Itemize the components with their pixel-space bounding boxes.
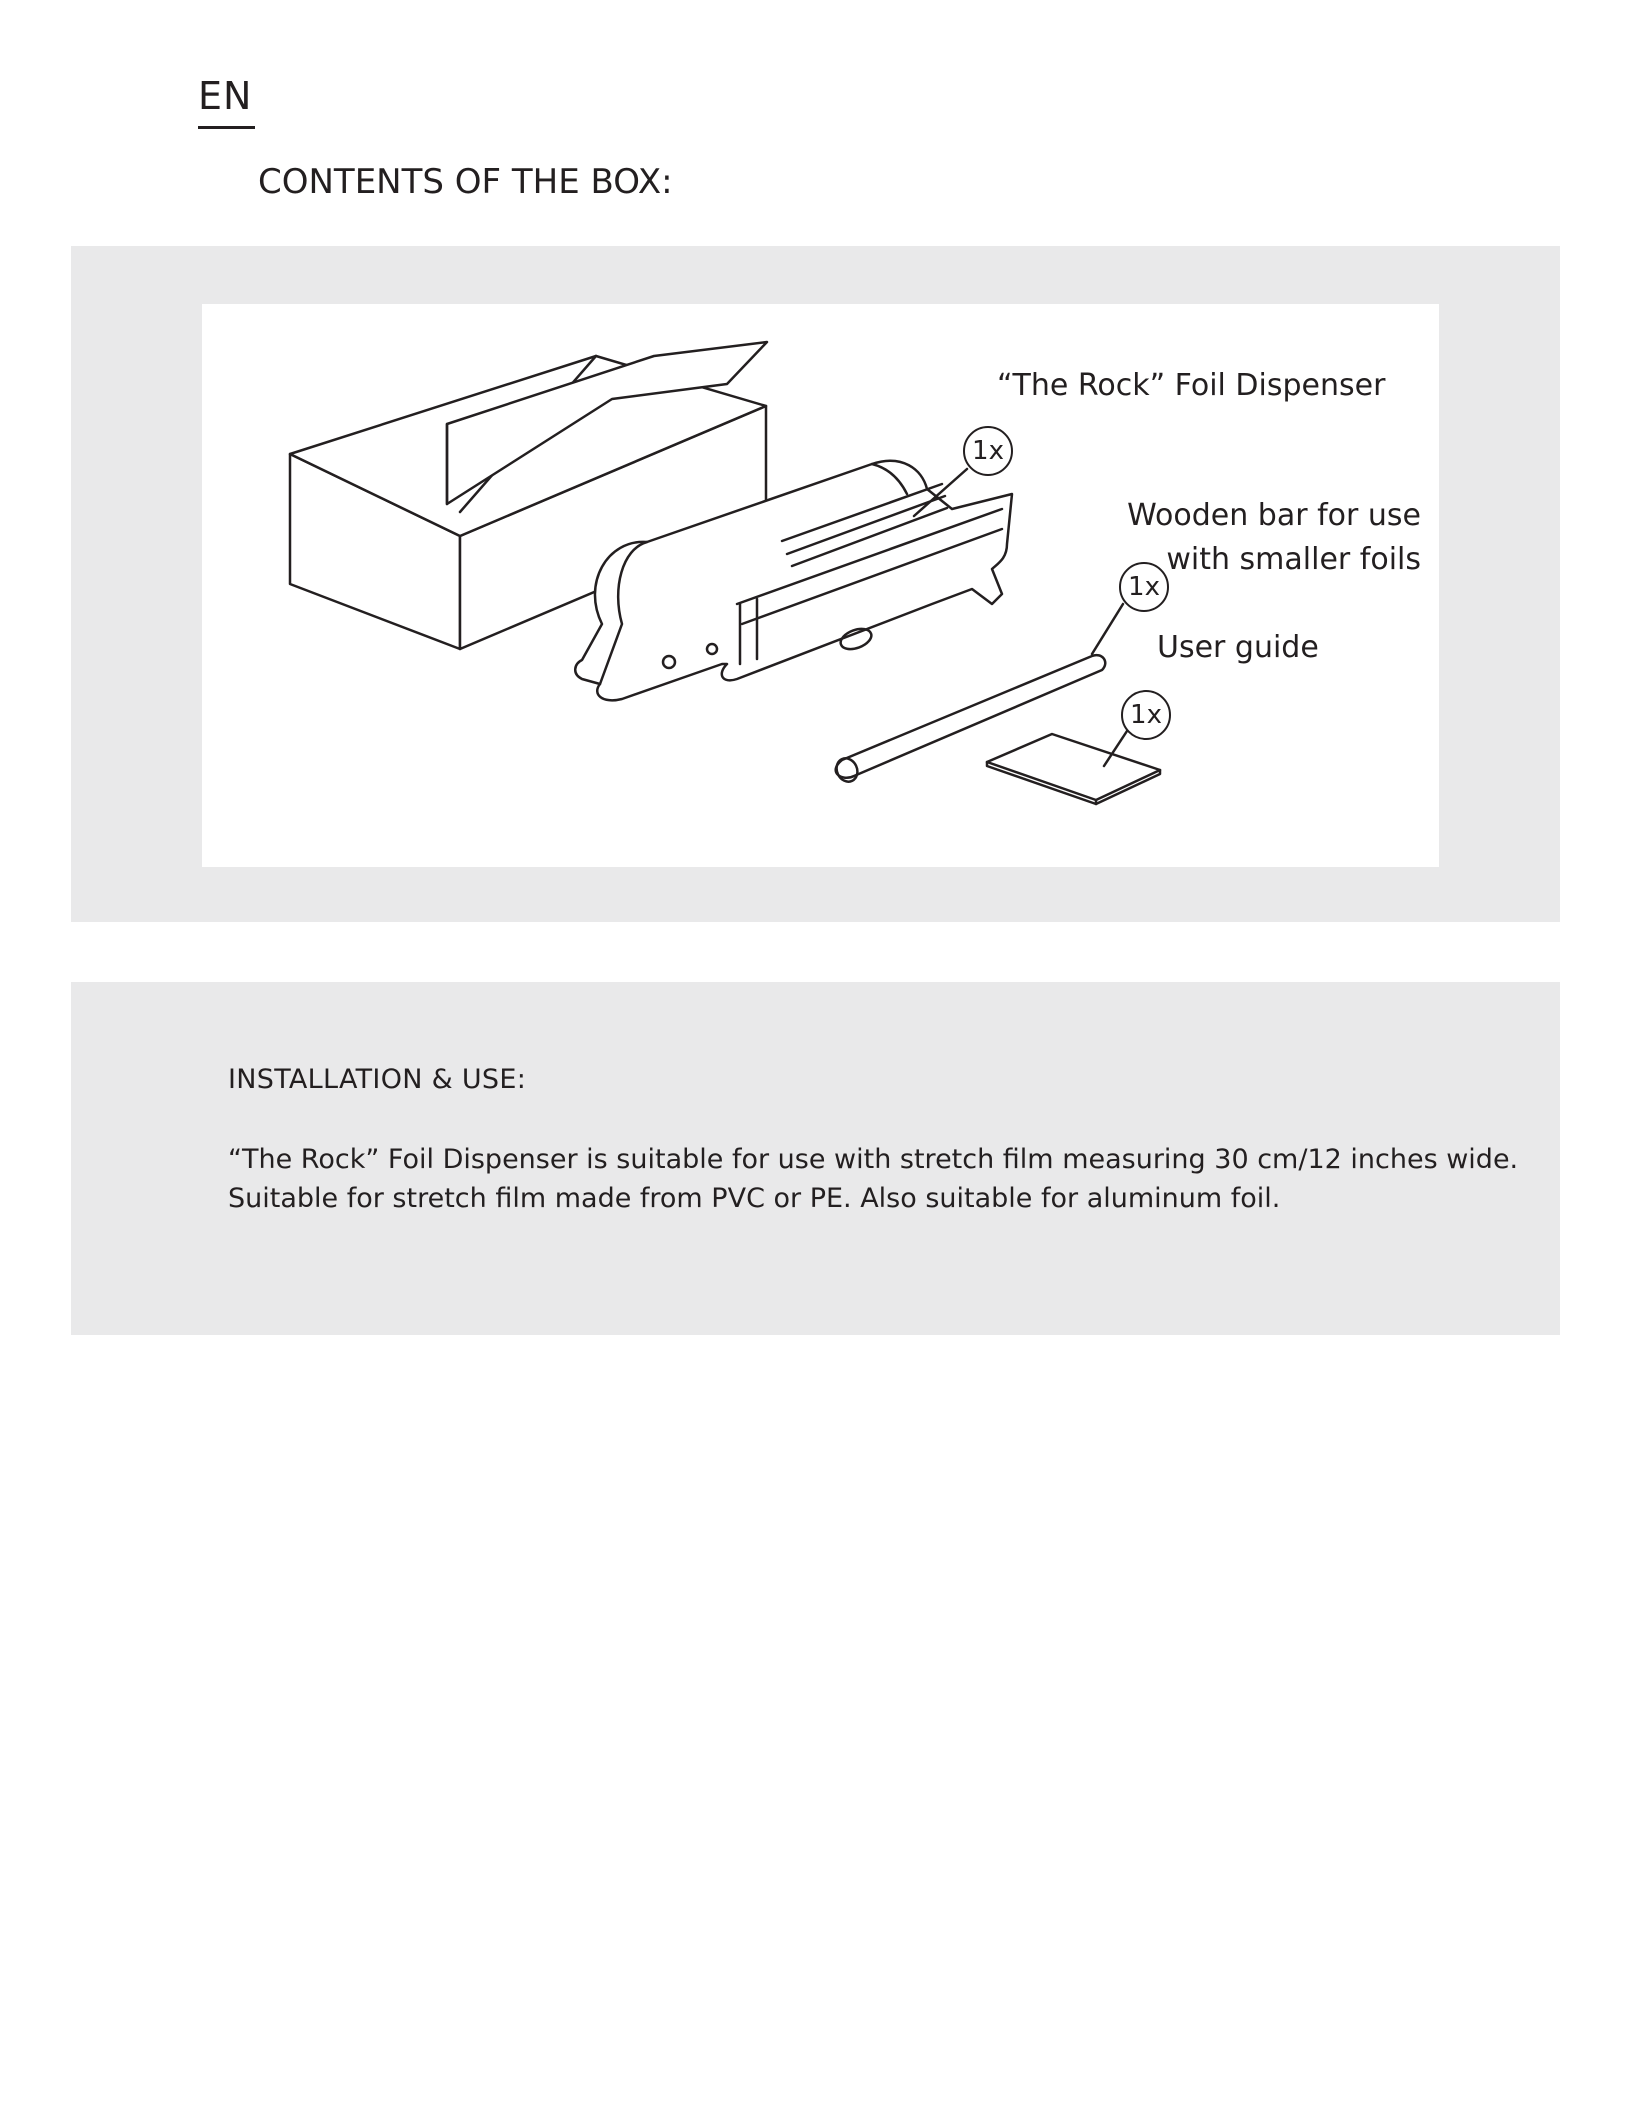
language-label: EN — [198, 74, 253, 118]
installation-line-2: Suitable for stretch film made from PVC or PE. Also suitable for aluminum foil. — [228, 1183, 1281, 1214]
callout-wooden-bar-line-2: with smaller foils — [1166, 542, 1421, 577]
callout-dispenser — [997, 364, 1385, 408]
user-guide-drawing — [987, 734, 1160, 804]
language-underline — [198, 126, 255, 129]
callout-wooden-bar-line-1: Wooden bar for use — [1127, 498, 1421, 533]
contents-panel — [71, 246, 1560, 922]
callout-user-guide — [1157, 626, 1319, 670]
installation-line-1: “The Rock” Foil Dispenser is suitable for use with stretch film measuring 30 cm/12 inches wide. — [228, 1144, 1519, 1175]
callout-dispenser-label: “The Rock” Foil Dispenser — [997, 368, 1386, 403]
qty-badge-user-guide: 1x — [1121, 690, 1171, 740]
installation-text — [228, 1140, 1528, 1218]
callout-user-guide-label: User guide — [1157, 630, 1319, 665]
contents-title: CONTENTS OF THE BOX: — [258, 162, 673, 202]
installation-panel — [71, 982, 1560, 1335]
callout-wooden-bar — [1127, 494, 1421, 582]
qty-badge-dispenser: 1x — [963, 426, 1013, 476]
installation-heading: INSTALLATION & USE: — [228, 1064, 527, 1095]
contents-figure — [202, 304, 1439, 867]
qty-badge-wooden-bar: 1x — [1119, 562, 1169, 612]
